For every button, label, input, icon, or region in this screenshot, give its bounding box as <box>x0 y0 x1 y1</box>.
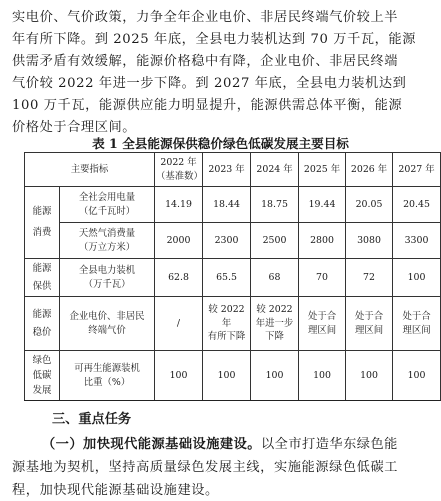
subsection-line: 源基地为契机，坚持高质量绿色发展主线，实施能源绿色低碳工 <box>12 460 399 475</box>
value-cell: 72 <box>346 259 393 297</box>
header-year: 2025 年 <box>299 153 346 187</box>
table-row <box>25 297 441 351</box>
value-cell: 18.75 <box>251 187 299 223</box>
value-cell: 19.44 <box>299 187 346 223</box>
category-cell: 能源 消费 <box>25 187 60 259</box>
intro-line: 100 万千瓦，能源供应能力明显提升，能源供需总体平衡，能源 <box>12 98 403 113</box>
value-cell: 100 <box>251 351 299 401</box>
table-row <box>25 351 441 401</box>
subsection-line: 程，加快现代能源基础设施建设。 <box>12 483 219 498</box>
value-cell: 处于合 理区间 <box>346 297 393 351</box>
indicator-cell: 天然气消费量 （万立方米） <box>60 223 155 259</box>
value-cell: 100 <box>203 351 251 401</box>
category-cell: 能源 保供 <box>25 259 60 297</box>
category-cell: 绿色 低碳 发展 <box>25 351 60 401</box>
value-cell: 3080 <box>346 223 393 259</box>
table-row <box>25 187 441 223</box>
value-cell: 62.8 <box>155 259 203 297</box>
section-heading: 三、重点任务 <box>52 412 132 427</box>
header-year: 2026 年 <box>346 153 393 187</box>
intro-line: 实电价、气价政策，力争全年企业电价、非居民终端气价较上半 <box>12 10 399 25</box>
subsection-title: （一）加快现代能源基础设施建设。 <box>42 437 261 452</box>
header-year: 2027 年 <box>393 153 441 187</box>
table-row <box>25 259 441 297</box>
targets-table <box>24 152 441 401</box>
value-cell: 18.44 <box>203 187 251 223</box>
indicator-cell: 全县电力装机 （万千瓦） <box>60 259 155 297</box>
value-cell: 较 2022 年 有所下降 <box>203 297 251 351</box>
header-year: 2024 年 <box>251 153 299 187</box>
value-cell: 68 <box>251 259 299 297</box>
value-cell: 20.05 <box>346 187 393 223</box>
indicator-cell: 全社会用电量 （亿千瓦时） <box>60 187 155 223</box>
value-cell: 100 <box>346 351 393 401</box>
table-row <box>25 223 441 259</box>
value-cell: 20.45 <box>393 187 441 223</box>
value-cell: 65.5 <box>203 259 251 297</box>
table-title: 表 1 全县能源保供稳价绿色低碳发展主要目标 <box>92 136 349 151</box>
value-cell: 2000 <box>155 223 203 259</box>
intro-line: 年有所下降。到 2025 年底，全县电力装机达到 70 万千瓦，能源 <box>12 32 417 47</box>
value-cell: 2500 <box>251 223 299 259</box>
intro-line: 供需矛盾有效缓解，能源价格稳中有降，企业电价、非居民终端 <box>12 54 399 69</box>
value-cell: 2300 <box>203 223 251 259</box>
value-cell: 较 2022 年进一步 下降 <box>251 297 299 351</box>
value-cell: 100 <box>155 351 203 401</box>
header-main-indicator: 主要指标 <box>25 153 155 187</box>
value-cell: 2800 <box>299 223 346 259</box>
subsection-first-line <box>42 433 398 452</box>
subsection-body-start: 以全市打造华东绿色能 <box>261 437 398 452</box>
value-cell: 70 <box>299 259 346 297</box>
intro-line: 气价较 2022 年进一步下降。到 2027 年底，全县电力装机达到 <box>12 76 407 91</box>
header-year: 2022 年 （基准数） <box>155 153 203 187</box>
value-cell: 处于合 理区间 <box>393 297 441 351</box>
indicator-cell: 可再生能源装机 比重（%） <box>60 351 155 401</box>
value-cell: 处于合 理区间 <box>299 297 346 351</box>
table-header-row <box>25 153 441 187</box>
value-cell: 100 <box>393 259 441 297</box>
intro-line: 价格处于合理区间。 <box>12 120 137 135</box>
value-cell: 100 <box>299 351 346 401</box>
indicator-cell: 企业电价、非居民 终端气价 <box>60 297 155 351</box>
value-cell: / <box>155 297 203 351</box>
value-cell: 3300 <box>393 223 441 259</box>
value-cell: 14.19 <box>155 187 203 223</box>
category-cell: 能源 稳价 <box>25 297 60 351</box>
header-year: 2023 年 <box>203 153 251 187</box>
value-cell: 100 <box>393 351 441 401</box>
